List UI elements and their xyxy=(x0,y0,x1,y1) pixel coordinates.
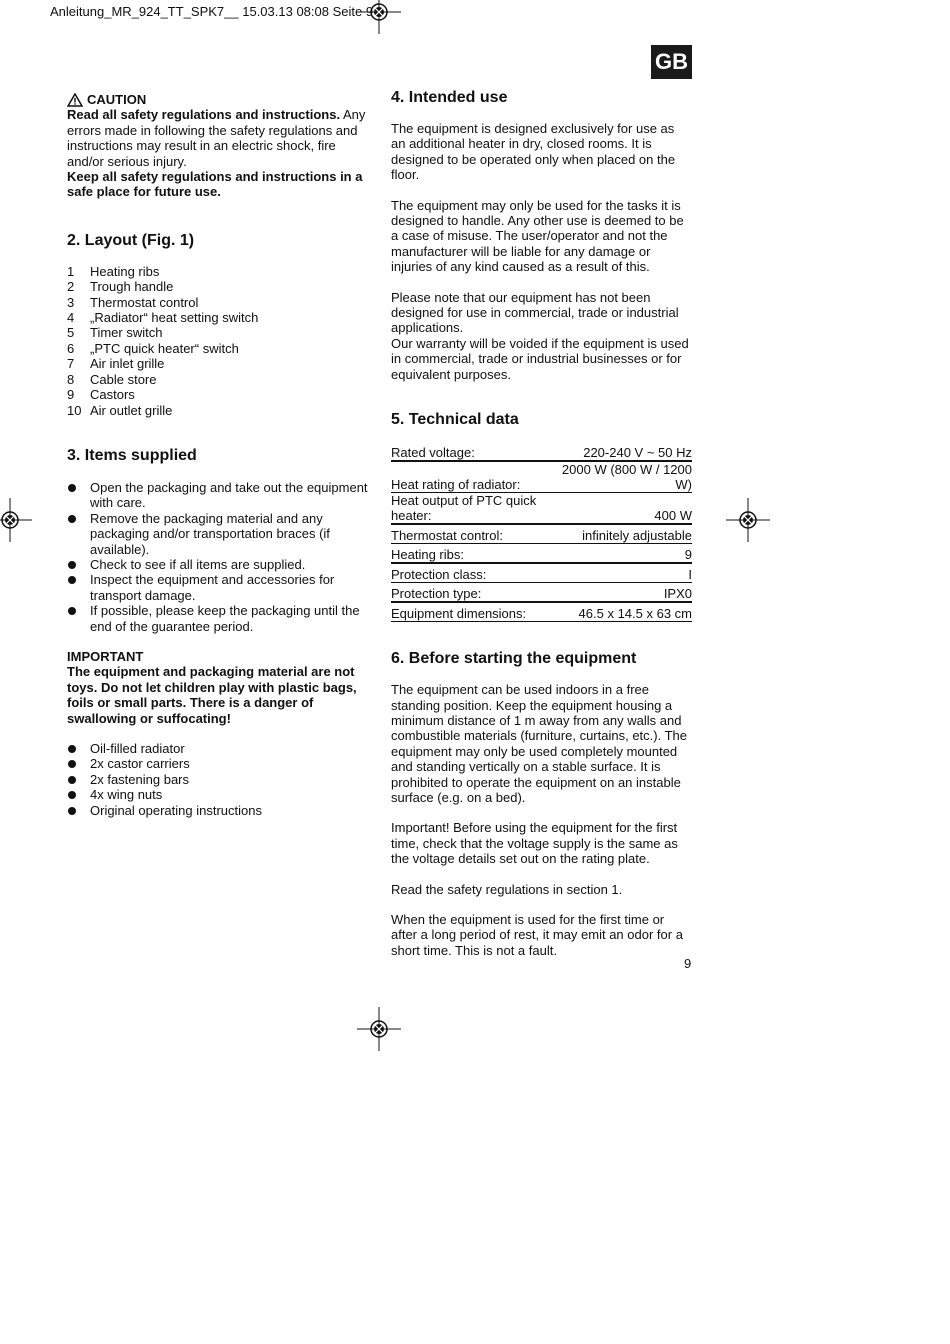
technical-data-label: Protection class: xyxy=(391,563,558,583)
registration-mark-top-icon xyxy=(357,0,401,34)
bullet-icon xyxy=(67,803,90,818)
technical-data-label: Heat rating of radiator: xyxy=(391,461,558,493)
items-section-title: 3. Items supplied xyxy=(67,446,197,464)
bullet-icon xyxy=(67,480,90,511)
layout-item-number: 3 xyxy=(67,294,75,310)
important-text: The equipment and packaging material are not toys. Do not let children play with plastic bags, foils or small parts. There is a danger of swallowing or suffocating! xyxy=(67,664,357,726)
layout-item-number: 4 xyxy=(67,310,75,326)
unpacking-step-item xyxy=(67,603,370,634)
layout-list-item xyxy=(67,372,370,387)
technical-data-row xyxy=(391,442,692,461)
layout-item-label: Trough handle xyxy=(90,279,174,295)
before-start-title: 6. Before starting the equipment xyxy=(391,650,637,668)
layout-item-label: Air inlet grille xyxy=(90,356,165,372)
layout-list-item xyxy=(67,295,370,310)
bullet-icon xyxy=(67,772,90,787)
technical-data-title: 5. Technical data xyxy=(391,411,519,429)
layout-item-label: Cable store xyxy=(90,371,157,387)
technical-data-value: I xyxy=(558,563,692,583)
layout-list-item xyxy=(67,403,370,418)
package-content-text: 2x castor carriers xyxy=(90,756,190,772)
layout-item-label: Castors xyxy=(90,387,135,403)
layout-item-number: 5 xyxy=(67,325,75,341)
technical-data-row xyxy=(391,461,692,493)
intended-use-p3: Please note that our equipment has not been designed for use in commercial, trade or industrial applications. xyxy=(391,289,679,336)
unpacking-step-item xyxy=(67,480,370,511)
technical-data-value: IPX0 xyxy=(558,583,692,603)
caution-paragraph xyxy=(67,107,370,169)
package-content-item xyxy=(67,803,370,818)
left-column xyxy=(67,92,370,818)
caution-heading xyxy=(67,92,370,107)
layout-item-label: Air outlet grille xyxy=(90,402,173,418)
technical-data-value: 400 W xyxy=(558,493,692,525)
package-content-text: 4x wing nuts xyxy=(90,787,163,803)
technical-data-label: Heating ribs: xyxy=(391,544,558,564)
package-content-item xyxy=(67,741,370,756)
package-content-item xyxy=(67,787,370,802)
layout-item-number: 2 xyxy=(67,279,75,295)
layout-list-item xyxy=(67,264,370,279)
layout-list-item xyxy=(67,387,370,402)
layout-list-item xyxy=(67,310,370,325)
caution-lead: Read all safety regulations and instructions. xyxy=(67,107,341,123)
technical-data-label: Protection type: xyxy=(391,583,558,603)
technical-data-value: infinitely adjustable xyxy=(558,524,692,544)
layout-item-number: 7 xyxy=(67,356,75,372)
package-content-text: Original operating instructions xyxy=(90,802,262,818)
before-start-p1: The equipment can be used indoors in a free standing position. Keep the equipment housing a minimum distance of 1 m away from any walls and combustible materials (furniture, curtains, etc.). The equipment may only be used completely mounted and standing vertically on a stable surface. It is prohibited to operate the equipment on an instable surface (e.g. on a bed). xyxy=(391,682,687,805)
unpacking-step-text: Remove the packaging material and any packaging and/or transportation braces (if available). xyxy=(90,510,330,557)
registration-mark-bottom-icon xyxy=(357,1007,401,1051)
technical-data-value: 2000 W (800 W / 1200 W) xyxy=(558,461,692,493)
unpacking-step-item xyxy=(67,511,370,557)
technical-data-value: 9 xyxy=(558,544,692,564)
layout-item-number: 8 xyxy=(67,371,75,387)
bullet-icon xyxy=(67,787,90,802)
technical-data-label: Thermostat control: xyxy=(391,524,558,544)
layout-item-number: 6 xyxy=(67,340,75,356)
unpacking-step-text: If possible, please keep the packaging until the end of the guarantee period. xyxy=(90,603,360,634)
technical-data-label: Rated voltage: xyxy=(391,442,558,461)
language-badge: GB xyxy=(651,45,692,79)
technical-data-row xyxy=(391,524,692,544)
layout-item-label: Thermostat control xyxy=(90,294,199,310)
layout-item-label: „PTC quick heater“ switch xyxy=(90,340,239,356)
layout-item-label: Timer switch xyxy=(90,325,163,341)
technical-data-row xyxy=(391,602,692,622)
technical-data-value: 220-240 V ~ 50 Hz xyxy=(558,442,692,461)
unpacking-step-item xyxy=(67,557,370,572)
registration-mark-right-icon xyxy=(726,498,770,542)
technical-data-label: Heat output of PTC quick heater: xyxy=(391,493,558,525)
unpacking-step-text: Open the packaging and take out the equipment with care. xyxy=(90,479,368,511)
bullet-icon xyxy=(67,572,90,603)
caution-label: CAUTION xyxy=(87,92,147,107)
technical-data-row xyxy=(391,544,692,564)
before-start-p2: Important! Before using the equipment for the first time, check that the voltage supply is the same as the voltage details set out on the rating plate. xyxy=(391,820,678,867)
caution-body: Any errors made in following the safety regulations and instructions may result in an electric shock, fire and/or serious injury. xyxy=(67,107,366,169)
layout-item-number: 10 xyxy=(67,402,82,418)
important-label: IMPORTANT xyxy=(67,648,144,664)
technical-data-table xyxy=(391,442,692,622)
intended-use-title: 4. Intended use xyxy=(391,89,508,106)
warning-triangle-icon xyxy=(67,93,83,107)
layout-list-item xyxy=(67,356,370,371)
layout-section-title: 2. Layout (Fig. 1) xyxy=(67,231,195,249)
before-start-p3: Read the safety regulations in section 1. xyxy=(391,881,623,897)
package-content-text: Oil-filled radiator xyxy=(90,741,185,756)
right-column xyxy=(391,88,692,958)
technical-data-value: 46.5 x 14.5 x 63 cm xyxy=(558,602,692,622)
bullet-icon xyxy=(67,511,90,557)
bullet-icon xyxy=(67,557,90,572)
layout-list-item xyxy=(67,325,370,340)
technical-data-row xyxy=(391,583,692,603)
layout-item-label: Heating ribs xyxy=(90,263,160,279)
registration-mark-left-icon xyxy=(0,498,32,542)
technical-data-row xyxy=(391,563,692,583)
intended-use-p1: The equipment is designed exclusively for use as an additional heater in dry, closed rooms. It is designed to be operated only when placed on the floor. xyxy=(391,121,676,183)
package-content-item xyxy=(67,772,370,787)
page-number: 9 xyxy=(684,956,692,971)
caution-keep-note: Keep all safety regulations and instructions in a safe place for future use. xyxy=(67,169,363,200)
package-contents-list xyxy=(67,741,370,818)
layout-item-number: 9 xyxy=(67,387,75,403)
unpacking-step-item xyxy=(67,572,370,603)
layout-item-label: „Radiator“ heat setting switch xyxy=(90,310,259,326)
bullet-icon xyxy=(67,741,90,756)
unpacking-step-text: Check to see if all items are supplied. xyxy=(90,556,306,572)
package-content-item xyxy=(67,756,370,771)
technical-data-label: Equipment dimensions: xyxy=(391,602,558,622)
layout-item-number: 1 xyxy=(67,263,75,279)
layout-list-item xyxy=(67,279,370,294)
technical-data-row xyxy=(391,493,692,525)
bullet-icon xyxy=(67,603,90,634)
layout-list-item xyxy=(67,341,370,356)
layout-parts-list xyxy=(67,264,370,418)
file-header-line: Anleitung_MR_924_TT_SPK7__ 15.03.13 08:08 Seite 9 xyxy=(50,4,374,19)
bullet-icon xyxy=(67,756,90,771)
before-start-p4: When the equipment is used for the first time or after a long period of rest, it may emit an odor for a short time. This is not a fault. xyxy=(391,911,683,958)
intended-use-p4: Our warranty will be voided if the equipment is used in commercial, trade or industrial businesses or for equivalent purposes. xyxy=(391,335,689,382)
unpacking-step-text: Inspect the equipment and accessories for transport damage. xyxy=(90,572,335,603)
intended-use-p2: The equipment may only be used for the tasks it is designed to handle. Any other use is deemed to be a case of misuse. The user/operator and not the manufacturer will be liable for any damage or injuries of any kind caused as a result of this. xyxy=(391,197,684,275)
package-content-text: 2x fastening bars xyxy=(90,771,190,787)
unpacking-steps-list xyxy=(67,480,370,634)
